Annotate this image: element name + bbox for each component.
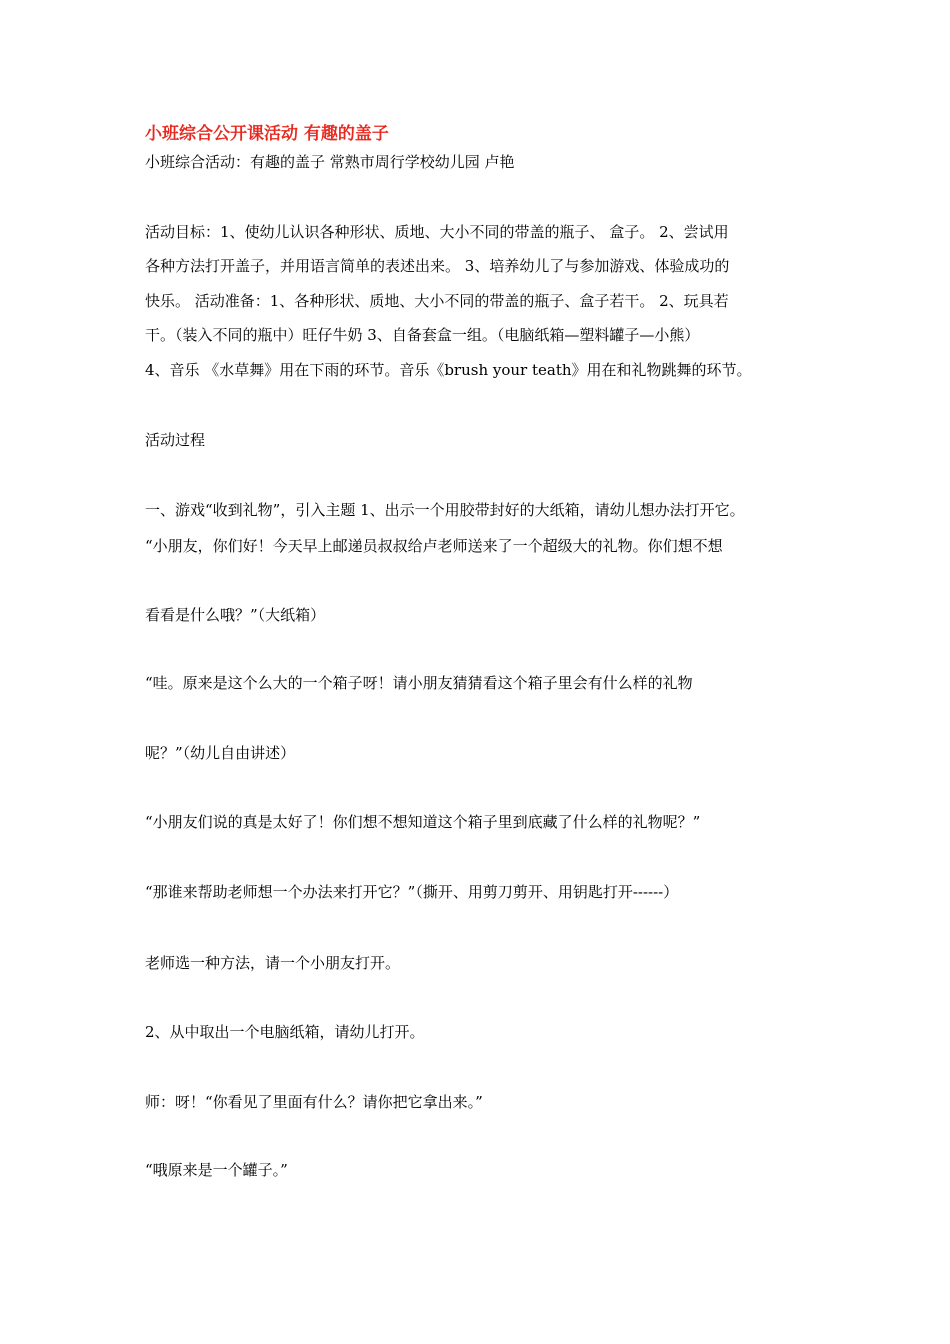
process-paragraph: 呢？”（幼儿自由讲述） <box>145 744 296 762</box>
process-paragraph: “小朋友，你们好！今天早上邮递员叔叔给卢老师送来了一个超级大的礼物。你们想不想 <box>145 537 723 555</box>
process-paragraph: “那谁来帮助老师想一个办法来打开它？”（撕开、用剪刀剪开、用钥匙打开------） <box>145 883 679 901</box>
process-heading: 活动过程 <box>145 431 206 449</box>
process-paragraph: 看看是什么哦？”（大纸箱） <box>145 606 326 624</box>
process-paragraph: “哇。原来是这个么大的一个箱子呀！请小朋友猜猜看这个箱子里会有什么样的礼物 <box>145 674 693 692</box>
process-paragraph: “小朋友们说的真是太好了！你们想不想知道这个箱子里到底藏了什么样的礼物呢？” <box>145 813 701 831</box>
goals-line: 干。（装入不同的瓶中）旺仔牛奶 3、自备套盒一组。（电脑纸箱—塑料罐子—小熊） <box>145 326 700 344</box>
goals-line: 快乐。 活动准备：1、各种形状、质地、大小不同的带盖的瓶子、盒子若干。 2、玩具若 <box>145 292 729 310</box>
process-paragraph: 老师选一种方法，请一个小朋友打开。 <box>145 954 401 972</box>
process-paragraph: “哦原来是一个罐子。” <box>145 1161 288 1179</box>
goals-line: 4、音乐 《水草舞》用在下雨的环节。音乐《brush your teath》用在和礼物跳舞的环节。 <box>145 361 752 379</box>
process-paragraph: 一、游戏“收到礼物”，引入主题 1、出示一个用胶带封好的大纸箱，请幼儿想办法打开它。 <box>145 501 745 519</box>
document-subtitle: 小班综合活动：有趣的盖子 常熟市周行学校幼儿园 卢艳 <box>145 153 515 171</box>
process-paragraph: 2、从中取出一个电脑纸箱，请幼儿打开。 <box>145 1023 425 1041</box>
process-paragraph: 师：呀！“你看见了里面有什么？请你把它拿出来。” <box>145 1093 483 1111</box>
goals-line: 活动目标：1、使幼儿认识各种形状、质地、大小不同的带盖的瓶子、 盒子。 2、尝试用 <box>145 223 729 241</box>
document-title: 小班综合公开课活动 有趣的盖子 <box>145 124 389 144</box>
goals-line: 各种方法打开盖子，并用语言简单的表述出来。 3、培养幼儿了与参加游戏、体验成功的 <box>145 257 730 275</box>
